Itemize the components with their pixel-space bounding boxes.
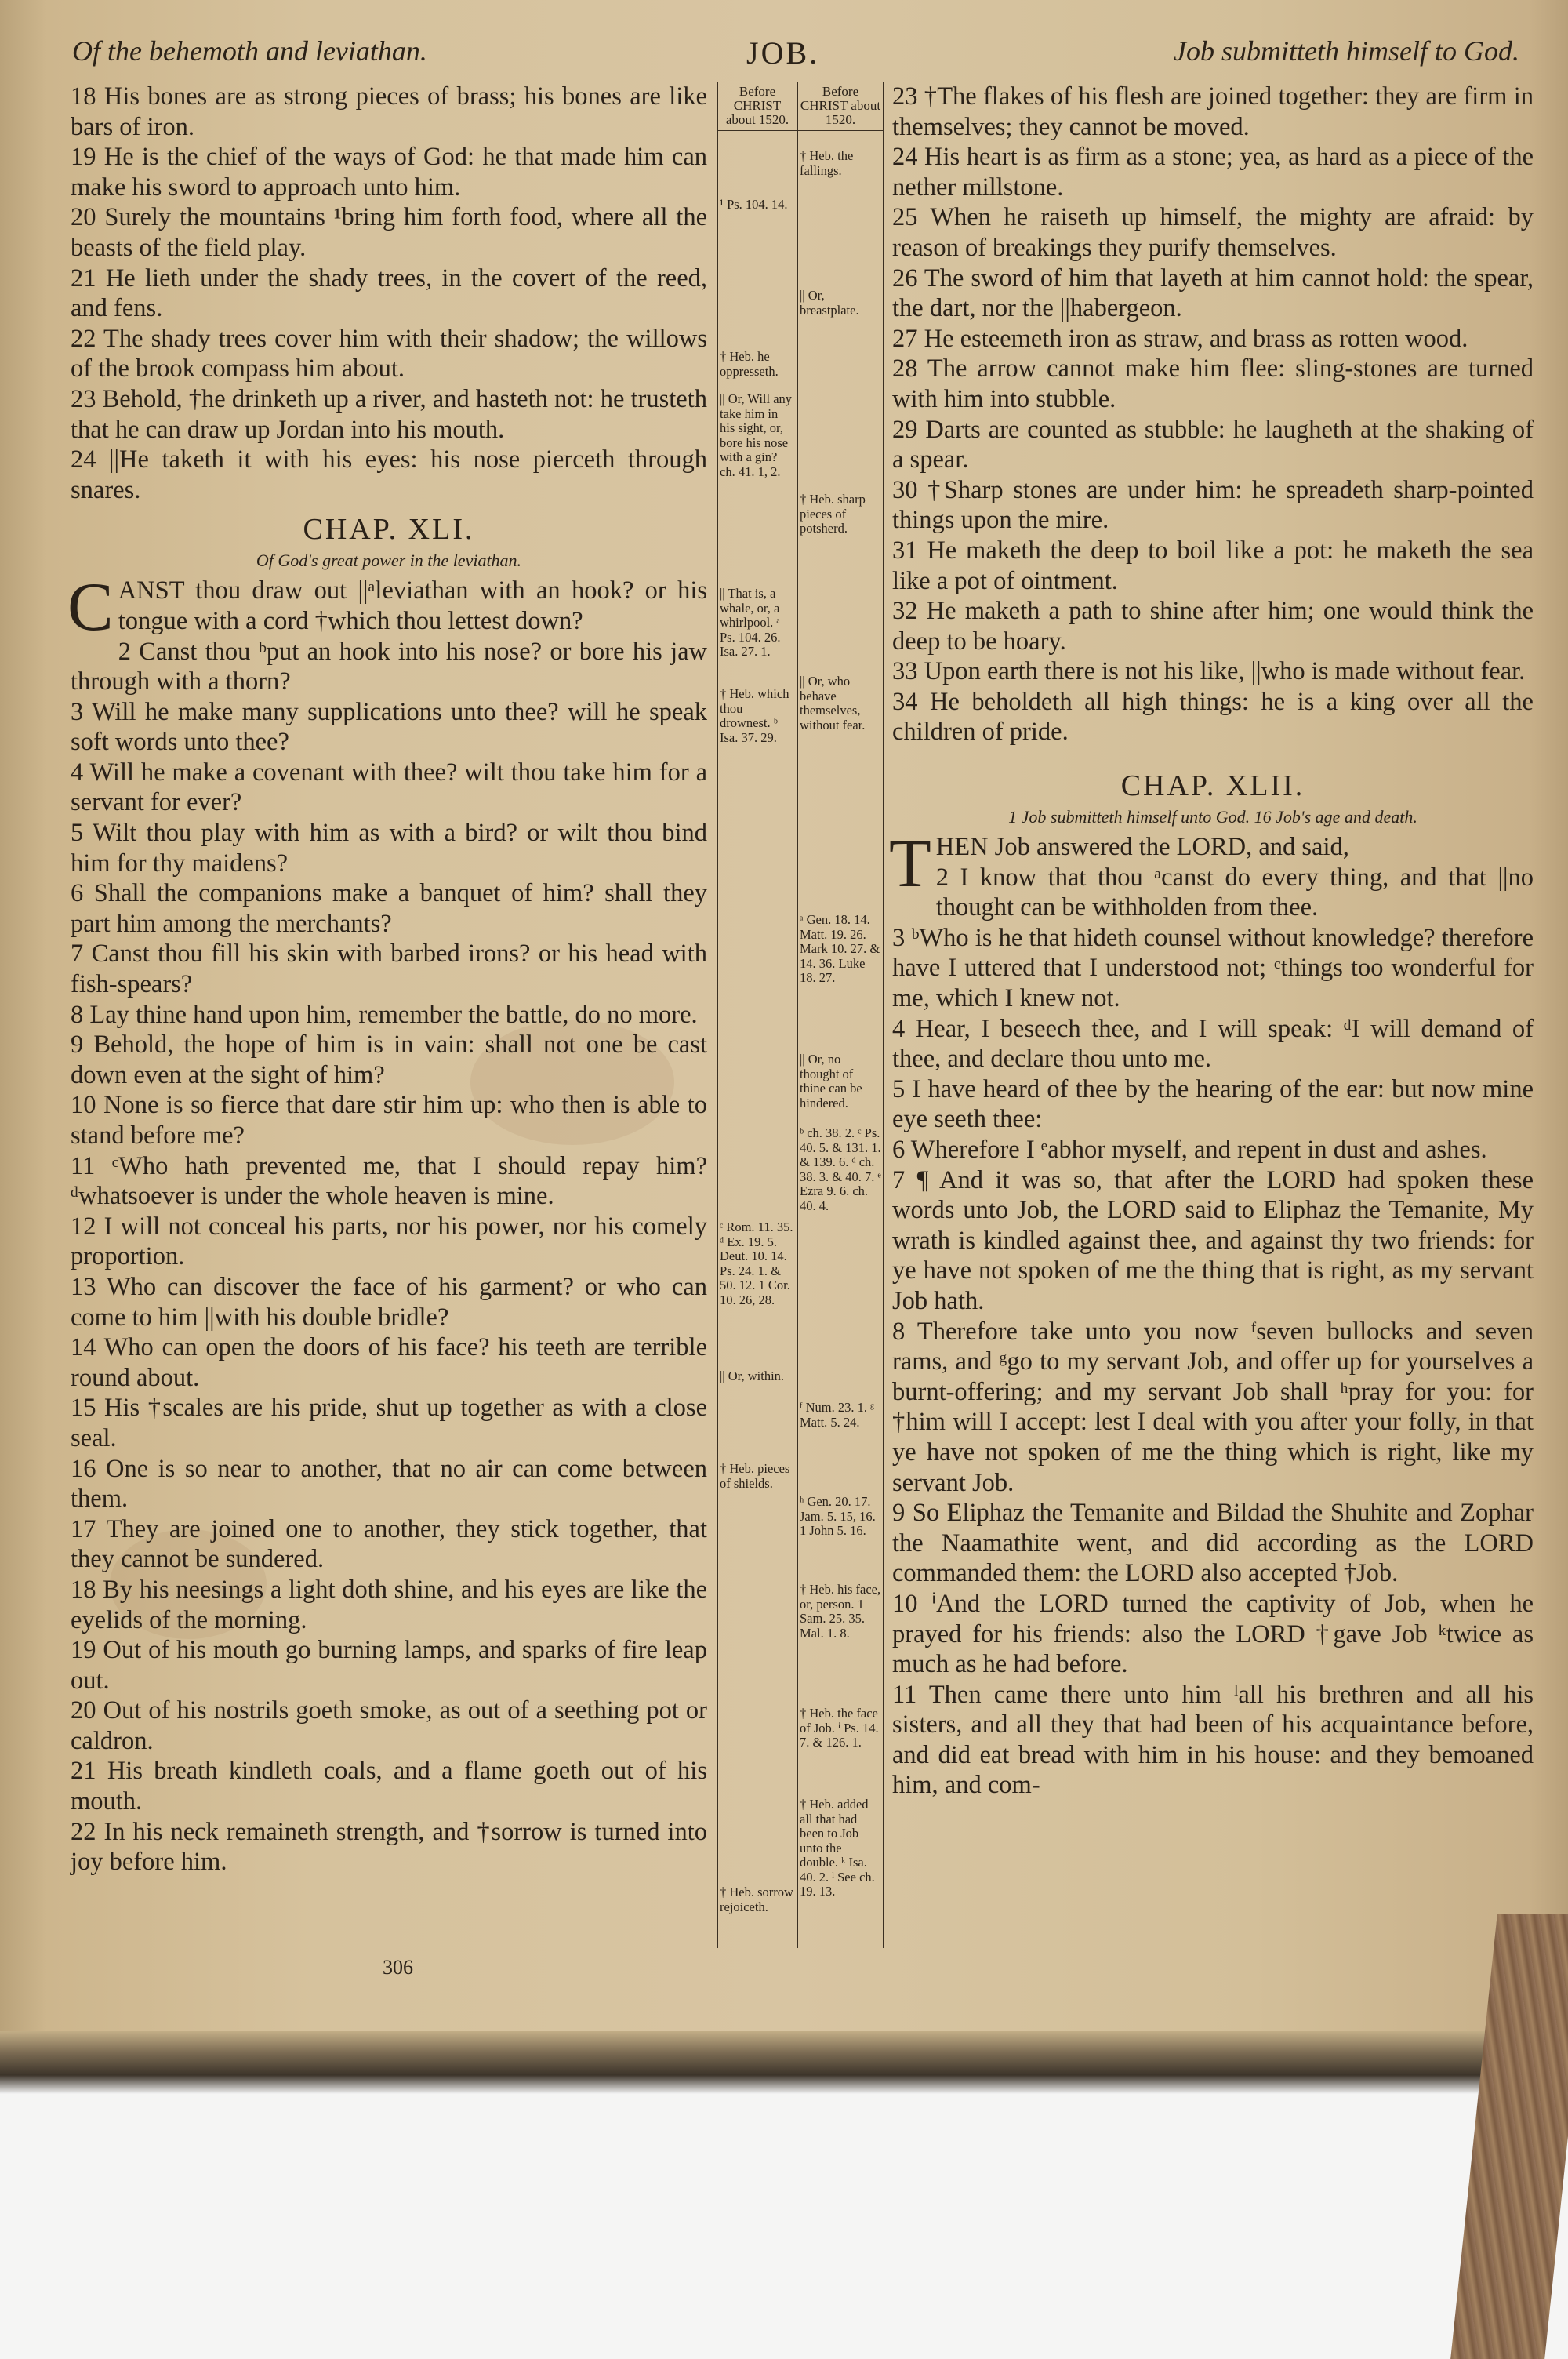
verse: 2 I know that thou ᵃcanst do every thing, and that ||no thought can be withholden from thee. (935, 863, 1534, 922)
verse: 32 He maketh a path to shine after him; one would think the deep to be hoary. (892, 597, 1534, 656)
verse: 28 The arrow cannot make him flee: sling-stones are turned with him into stubble. (892, 354, 1534, 413)
verse: 8 Therefore take unto you now ᶠseven bullocks and seven rams, and ᵍgo to my servant Job, and offer up for yourselves a burnt-offering; and my servant Job shall ʰpray for you: for †him will I accept: lest I deal with you after your folly, in that ye have not spoken of me the thing which is right, like my servant Job. (892, 1317, 1534, 1497)
column-rule (797, 82, 798, 1948)
verse: 31 He maketh the deep to boil like a pot: he maketh the sea like a pot of ointment. (892, 536, 1534, 595)
verse: 6 Wherefore I ᵉabhor myself, and repent in dust and ashes. (892, 1136, 1487, 1164)
verse: 13 Who can discover the face of his garment? or who can come to him ||with his double bridle? (71, 1272, 707, 1332)
verse: 19 He is the chief of the ways of God: he that made him can make his sword to approach unto him. (71, 143, 707, 202)
verse: 25 When he raiseth up himself, the mighty are afraid: by reason of breakings they purify themselves. (892, 203, 1534, 262)
first-verse-text: HEN Job answered the LORD, and said, (935, 833, 1349, 862)
verse: 21 He lieth under the shady trees, in the covert of the reed, and fens. (71, 264, 707, 323)
margin-note: || Or, who behave themselves, without fear. (800, 674, 866, 732)
column-rule (717, 82, 718, 1948)
verse: 22 In his neck remaineth strength, and †sorrow is turned into joy before him. (71, 1817, 707, 1877)
verse: 4 Will he make a covenant with thee? wilt thou take him for a servant for ever? (71, 758, 707, 817)
verse: 3 Will he make many supplications unto thee? will he speak soft words unto thee? (71, 697, 707, 757)
verse: 24 ||He taketh it with his eyes: his nose pierceth through snares. (71, 445, 707, 504)
verse: 19 Out of his mouth go burning lamps, and sparks of fire leap out. (71, 1636, 707, 1695)
verse: 30 †Sharp stones are under him: he spreadeth sharp-pointed things upon the mire. (892, 475, 1534, 535)
verse: 12 I will not conceal his parts, nor his power, nor his comely proportion. (71, 1212, 707, 1271)
margin-note: † Heb. which thou drownest. ᵇ Isa. 37. 29. (720, 686, 789, 745)
verse: 15 His †scales are his pride, shut up together as with a close seal. (71, 1394, 707, 1452)
chapter-heading: CHAP. XLI. (303, 513, 475, 547)
verse: 18 His bones are as strong pieces of brass; his bones are like bars of iron. (71, 82, 707, 141)
margin-note: ᵃ Gen. 18. 14. Matt. 19. 26. Mark 10. 27. & 14. 36. Luke 18. 27. (800, 912, 880, 985)
verse: 23 †The flakes of his flesh are joined together: they are firm in themselves; they cannot be moved. (892, 82, 1534, 141)
verse: 9 Behold, the hope of him is in vain: shall not one be cast down even at the sight of him? (71, 1030, 707, 1089)
drop-cap: T (889, 826, 931, 903)
margin-note: † Heb. he oppresseth. (720, 349, 779, 379)
verse: 14 Who can open the doors of his face? his teeth are terrible round about. (71, 1333, 707, 1392)
first-verse (67, 569, 707, 646)
verse: 3 ᵇWho is he that hideth counsel without knowledge? therefore have I uttered that I understood not; ᶜthings too wonderful for me, which I knew not. (892, 923, 1534, 1013)
header-left: Of the behemoth and leviathan. (72, 35, 427, 67)
header-center: JOB. (746, 35, 820, 71)
verse: 7 Canst thou fill his skin with barbed irons? or his head with fish-spears? (71, 940, 707, 999)
verse: 10 None is so fierce that dare stir him up: who then is able to stand before me? (71, 1091, 707, 1150)
left-margin-notes (720, 0, 795, 1961)
verse: 29 Darts are counted as stubble: he laugheth at the shaking of a spear. (892, 415, 1534, 474)
margin-note: † Heb. sorrow rejoiceth. (720, 1885, 793, 1914)
margin-note: † Heb. the face of Job. ⁱ Ps. 14. 7. & 126. 1. (800, 1706, 879, 1750)
margin-note: ʰ Gen. 20. 17. Jam. 5. 15, 16. 1 John 5. 16. (800, 1494, 876, 1538)
left-text-column (67, 82, 707, 1956)
verse: 4 Hear, I beseech thee, and I will speak: ᵈI will demand of thee, and declare thou unto me. (892, 1014, 1534, 1074)
chapter-summary: 1 Job submitteth himself unto God. 16 Job's age and death. (1008, 807, 1417, 827)
margin-note: † Heb. his face, or, person. 1 Sam. 25. 35. Mal. 1. 8. (800, 1582, 881, 1641)
verse: 23 Behold, †he drinketh up a river, and hasteth not: he trusteth that he can draw up Jordan into his mouth. (71, 384, 707, 444)
chapter-heading: CHAP. XLII. (1120, 769, 1305, 803)
verse: 21 His breath kindleth coals, and a flame goeth out of his mouth. (71, 1757, 707, 1816)
margin-note: ᵇ ch. 38. 2. ᶜ Ps. 40. 5. & 131. 1. & 139. 6. ᵈ ch. 38. 3. & 40. 7. ᵉ Ezra 9. 6. ch. 40. 4. (800, 1125, 881, 1213)
margin-note: † Heb. added all that had been to Job unto the double. ᵏ Isa. 40. 2. ˡ See ch. 19. 13. (800, 1797, 875, 1899)
verse: 2 Canst thou ᵇput an hook into his nose? or bore his jaw through with a thorn? (71, 637, 707, 696)
verse: 7 ¶ And it was so, that after the LORD had spoken these words unto Job, the LORD said to Eliphaz the Temanite, My wrath is kindled against thee, and against thy two friends: for ye have not spoken of me the thing that is right, as my servant Job hath. (892, 1165, 1534, 1315)
verse: 10 ⁱAnd the LORD turned the captivity of Job, when he prayed for his friends: also the LORD †gave Job ᵏtwice as much as he had before. (892, 1589, 1534, 1679)
right-margin-notes (800, 0, 881, 1961)
verse: 11 ᶜWho hath prevented me, that I should repay him? ᵈwhatsoever is under the whole heaven is mine. (71, 1151, 707, 1211)
verse: 5 I have heard of thee by the hearing of the ear: but now mine eye seeth thee: (892, 1074, 1534, 1134)
margin-note: † Heb. sharp pieces of potsherd. (800, 492, 866, 536)
chapter-summary: Of God's great power in the leviathan. (256, 551, 522, 571)
background-surface (0, 2094, 1568, 2359)
margin-note: || Or, within. (720, 1369, 785, 1383)
margin-note: ᶠ Num. 23. 1. ᵍ Matt. 5. 24. (800, 1400, 875, 1430)
verse: 24 His heart is as firm as a stone; yea, as hard as a piece of the nether millstone. (892, 143, 1534, 202)
verse: 22 The shady trees cover him with their shadow; the willows of the brook compass him about. (71, 324, 707, 383)
margin-note: || Or, breastplate. (800, 288, 859, 318)
book-edge (0, 2031, 1568, 2094)
margin-note: ᶜ Rom. 11. 35. ᵈ Ex. 19. 5. Deut. 10. 14. Ps. 24. 1. & 50. 12. 1 Cor. 10. 26, 28. (720, 1219, 793, 1307)
margin-note: ¹ Ps. 104. 14. (720, 197, 788, 212)
verse: 8 Lay thine hand upon him, remember the battle, do no more. (71, 1000, 698, 1029)
margin-note: || Or, Will any take him in his sight, or, bore his nose with a gin? ch. 41. 1, 2. (720, 391, 793, 479)
verse: 26 The sword of him that layeth at him cannot hold: the spear, the dart, nor the ||habergeon. (892, 264, 1534, 323)
verse: 33 Upon earth there is not his like, ||who is made without fear. (892, 657, 1526, 686)
verse: 9 So Eliphaz the Temanite and Bildad the Shuhite and Zophar the Naamathite went, and did according as the LORD commanded them: the LORD also accepted †Job. (892, 1499, 1534, 1588)
verse: 6 Shall the companions make a banquet of him? shall they part him among the merchants? (71, 879, 707, 938)
verse: 27 He esteemeth iron as straw, and brass as rotten wood. (892, 324, 1468, 353)
margin-head-left: Before CHRIST about 1520. (725, 84, 789, 127)
margin-note: † Heb. the fallings. (800, 148, 854, 178)
verse: 16 One is so near to another, that no air can come between them. (71, 1454, 707, 1514)
verse: 20 Out of his nostrils goeth smoke, as out of a seething pot or caldron. (71, 1696, 707, 1755)
verse: 11 Then came there unto him ˡall his brethren and all his sisters, and all they that had been of his acquaintance before, and did eat bread with him in his house: and they bemoaned him, and com- (892, 1680, 1534, 1800)
margin-head-right: Before CHRIST about 1520. (800, 84, 881, 127)
verse: 34 He beholdeth all high things: he is a king over all the children of pride. (892, 687, 1534, 747)
verse: 20 Surely the mountains ¹bring him forth food, where all the beasts of the field play. (71, 203, 707, 262)
column-rule (883, 82, 884, 1948)
verse: 5 Wilt thou play with him as with a bird? or wilt thou bind him for thy maidens? (71, 819, 707, 878)
drop-cap: C (67, 569, 114, 646)
header-right: Job submitteth himself to God. (1174, 35, 1519, 67)
right-text-column (889, 82, 1534, 1956)
margin-note: † Heb. pieces of shields. (720, 1461, 790, 1491)
verse: 17 They are joined one to another, they stick together, that they cannot be sundered. (71, 1514, 707, 1574)
first-verse-text: ANST thou draw out ||ᵃleviathan with an hook? or his tongue with a cord †which thou lettest down? (118, 576, 707, 635)
verse: 18 By his neesings a light doth shine, and his eyes are like the eyelids of the morning. (71, 1575, 707, 1634)
margin-note: || Or, no thought of thine can be hindered. (800, 1052, 862, 1110)
margin-note: || That is, a whale, or, a whirlpool. ᵃ Ps. 104. 26. Isa. 27. 1. (720, 586, 781, 659)
page-number: 306 (383, 1956, 413, 1979)
